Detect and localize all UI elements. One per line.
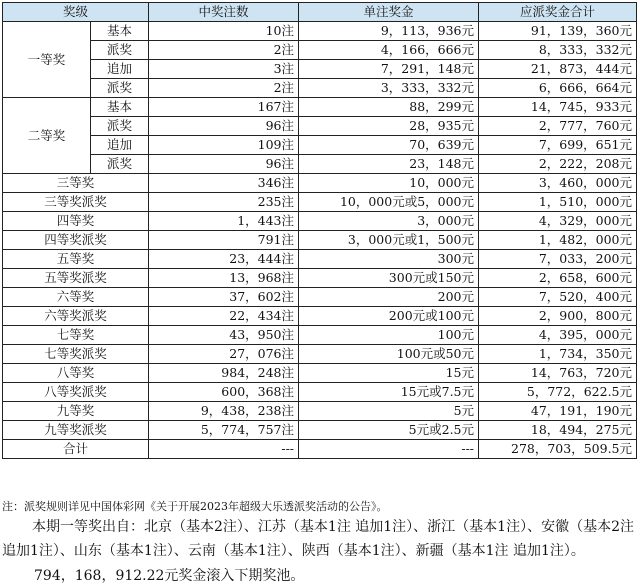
- table-row: [3, 174, 637, 193]
- winner-count: 9，438，238注: [149, 402, 299, 421]
- prize-per-ticket: 9，113，936元: [299, 22, 479, 41]
- winner-count: 791注: [149, 231, 299, 250]
- prize-total: 3，460，000元: [479, 174, 637, 193]
- winner-count: 23，444注: [149, 250, 299, 269]
- winner-count: 109注: [149, 136, 299, 155]
- prize-sublevel: 基本: [91, 98, 149, 117]
- prize-level: 二等奖: [3, 98, 91, 174]
- prize-per-ticket: 15元: [299, 364, 479, 383]
- prize-per-ticket: 3，333，332元: [299, 79, 479, 98]
- prize-level: 五等奖派奖: [3, 269, 149, 288]
- prize-per-ticket: 5元或2.5元: [299, 421, 479, 440]
- prize-per-ticket: 7，291，148元: [299, 60, 479, 79]
- prize-total: 1，510，000元: [479, 193, 637, 212]
- winner-count: 2注: [149, 79, 299, 98]
- grand-total: 278，703，509.5元: [479, 440, 637, 459]
- prize-level: 三等奖: [3, 174, 149, 193]
- table-row: [3, 383, 637, 402]
- prize-level: 七等奖派奖: [3, 345, 149, 364]
- winner-count: 235注: [149, 193, 299, 212]
- prize-per-ticket: 100元: [299, 326, 479, 345]
- prize-per-ticket: 3，000元: [299, 212, 479, 231]
- winner-count: 3注: [149, 60, 299, 79]
- header-prize: 单注奖金: [299, 3, 479, 22]
- prize-sublevel: 派奖: [91, 41, 149, 60]
- table-row: [3, 155, 637, 174]
- prize-per-ticket: 5元: [299, 402, 479, 421]
- prize-per-ticket: 200元或100元: [299, 307, 479, 326]
- prize-total: 1，482，000元: [479, 231, 637, 250]
- prize-total: 7，520，400元: [479, 288, 637, 307]
- table-row: [3, 269, 637, 288]
- table-row: [3, 79, 637, 98]
- prize-level: 四等奖: [3, 212, 149, 231]
- winner-count: 27，076注: [149, 345, 299, 364]
- prize-total: 6，666，664元: [479, 79, 637, 98]
- total-label: 合计: [3, 440, 149, 459]
- winner-origin-paragraph: 本期一等奖出自：北京（基本2注）、江苏（基本1注 追加1注）、浙江（基本1注）、安徽（基本2注 追加1注）、山东（基本1注）、云南（基本1注）、陕西（基本1注）、新疆（基本1注 追加1注）。: [2, 519, 634, 559]
- winner-count: 167注: [149, 98, 299, 117]
- prize-per-ticket: 15元或7.5元: [299, 383, 479, 402]
- prize-per-ticket: 200元: [299, 288, 479, 307]
- table-row: [3, 41, 637, 60]
- prize-level: 九等奖: [3, 402, 149, 421]
- prize-per-ticket: 300元或150元: [299, 269, 479, 288]
- prize-sublevel: 派奖: [91, 155, 149, 174]
- winner-count: 13，968注: [149, 269, 299, 288]
- prize-total: 7，033，200元: [479, 250, 637, 269]
- prize-sublevel: 追加: [91, 136, 149, 155]
- prize-level: 八等奖: [3, 364, 149, 383]
- table-body: [3, 22, 637, 459]
- table-row: [3, 402, 637, 421]
- prize-per-ticket: 100元或50元: [299, 345, 479, 364]
- prize-total: 2，777，760元: [479, 117, 637, 136]
- winner-count: 22，434注: [149, 307, 299, 326]
- prize-per-ticket: 4，166，666元: [299, 41, 479, 60]
- total-row: [3, 440, 637, 459]
- table-row: [3, 421, 637, 440]
- prize-total: 2，900，800元: [479, 307, 637, 326]
- prize-table: [2, 2, 637, 459]
- winner-count: 96注: [149, 155, 299, 174]
- prize-per-ticket: 10，000元: [299, 174, 479, 193]
- prize-level: 六等奖派奖: [3, 307, 149, 326]
- table-row: [3, 212, 637, 231]
- total-prize: ---: [299, 440, 479, 459]
- prize-level: 六等奖: [3, 288, 149, 307]
- table-row: [3, 22, 637, 41]
- prize-sublevel: 派奖: [91, 79, 149, 98]
- table-row: [3, 60, 637, 79]
- prize-per-ticket: 23，148元: [299, 155, 479, 174]
- prize-level: 九等奖派奖: [3, 421, 149, 440]
- prize-sublevel: 基本: [91, 22, 149, 41]
- table-row: [3, 136, 637, 155]
- prize-per-ticket: 70，639元: [299, 136, 479, 155]
- prize-total: 4，395，000元: [479, 326, 637, 345]
- table-row: [3, 326, 637, 345]
- winner-count: 600，368注: [149, 383, 299, 402]
- prize-total: 2，222，208元: [479, 155, 637, 174]
- prize-total: 7，699，651元: [479, 136, 637, 155]
- winner-count: 96注: [149, 117, 299, 136]
- table-header-row: [3, 3, 637, 22]
- prize-per-ticket: 10，000元或5，000元: [299, 193, 479, 212]
- prize-level: 五等奖: [3, 250, 149, 269]
- prize-total: 14，763，720元: [479, 364, 637, 383]
- winner-count: 1，443注: [149, 212, 299, 231]
- prize-level: 三等奖派奖: [3, 193, 149, 212]
- prize-level: 一等奖: [3, 22, 91, 98]
- prize-sublevel: 派奖: [91, 117, 149, 136]
- winner-count: 5，774，757注: [149, 421, 299, 440]
- prize-total: 2，658，600元: [479, 269, 637, 288]
- prize-total: 47，191，190元: [479, 402, 637, 421]
- footnote: 注：派奖规则详见中国体彩网《关于开展2023年超级大乐透派奖活动的公告》。: [2, 500, 388, 513]
- winner-count: 346注: [149, 174, 299, 193]
- prize-level: 八等奖派奖: [3, 383, 149, 402]
- prize-total: 4，329，000元: [479, 212, 637, 231]
- prize-total: 18，494，275元: [479, 421, 637, 440]
- prize-level: 七等奖: [3, 326, 149, 345]
- prize-per-ticket: 88，299元: [299, 98, 479, 117]
- table-row: [3, 364, 637, 383]
- prize-per-ticket: 300元: [299, 250, 479, 269]
- total-count: ---: [149, 440, 299, 459]
- table-row: [3, 288, 637, 307]
- prize-sublevel: 追加: [91, 60, 149, 79]
- header-count: 中奖注数: [149, 3, 299, 22]
- prize-total: 14，745，933元: [479, 98, 637, 117]
- prize-per-ticket: 3，000元或1，500元: [299, 231, 479, 250]
- table-row: [3, 117, 637, 136]
- prize-level: 四等奖派奖: [3, 231, 149, 250]
- prize-total: 91，139，360元: [479, 22, 637, 41]
- prize-total: 1，734，350元: [479, 345, 637, 364]
- rollover-text: 794，168，912.22元奖金滚入下期奖池。: [34, 568, 305, 584]
- table-row: [3, 98, 637, 117]
- prize-total: 21，873，444元: [479, 60, 637, 79]
- winner-count: 10注: [149, 22, 299, 41]
- header-total: 应派奖金合计: [479, 3, 637, 22]
- winner-count: 984，248注: [149, 364, 299, 383]
- header-level: 奖级: [3, 3, 149, 22]
- table-row: [3, 345, 637, 364]
- winner-count: 2注: [149, 41, 299, 60]
- table-row: [3, 250, 637, 269]
- table-row: [3, 193, 637, 212]
- winner-count: 37，602注: [149, 288, 299, 307]
- table-row: [3, 307, 637, 326]
- table-row: [3, 231, 637, 250]
- prize-total: 5，772，622.5元: [479, 383, 637, 402]
- prize-total: 8，333，332元: [479, 41, 637, 60]
- winner-count: 43，950注: [149, 326, 299, 345]
- prize-per-ticket: 28，935元: [299, 117, 479, 136]
